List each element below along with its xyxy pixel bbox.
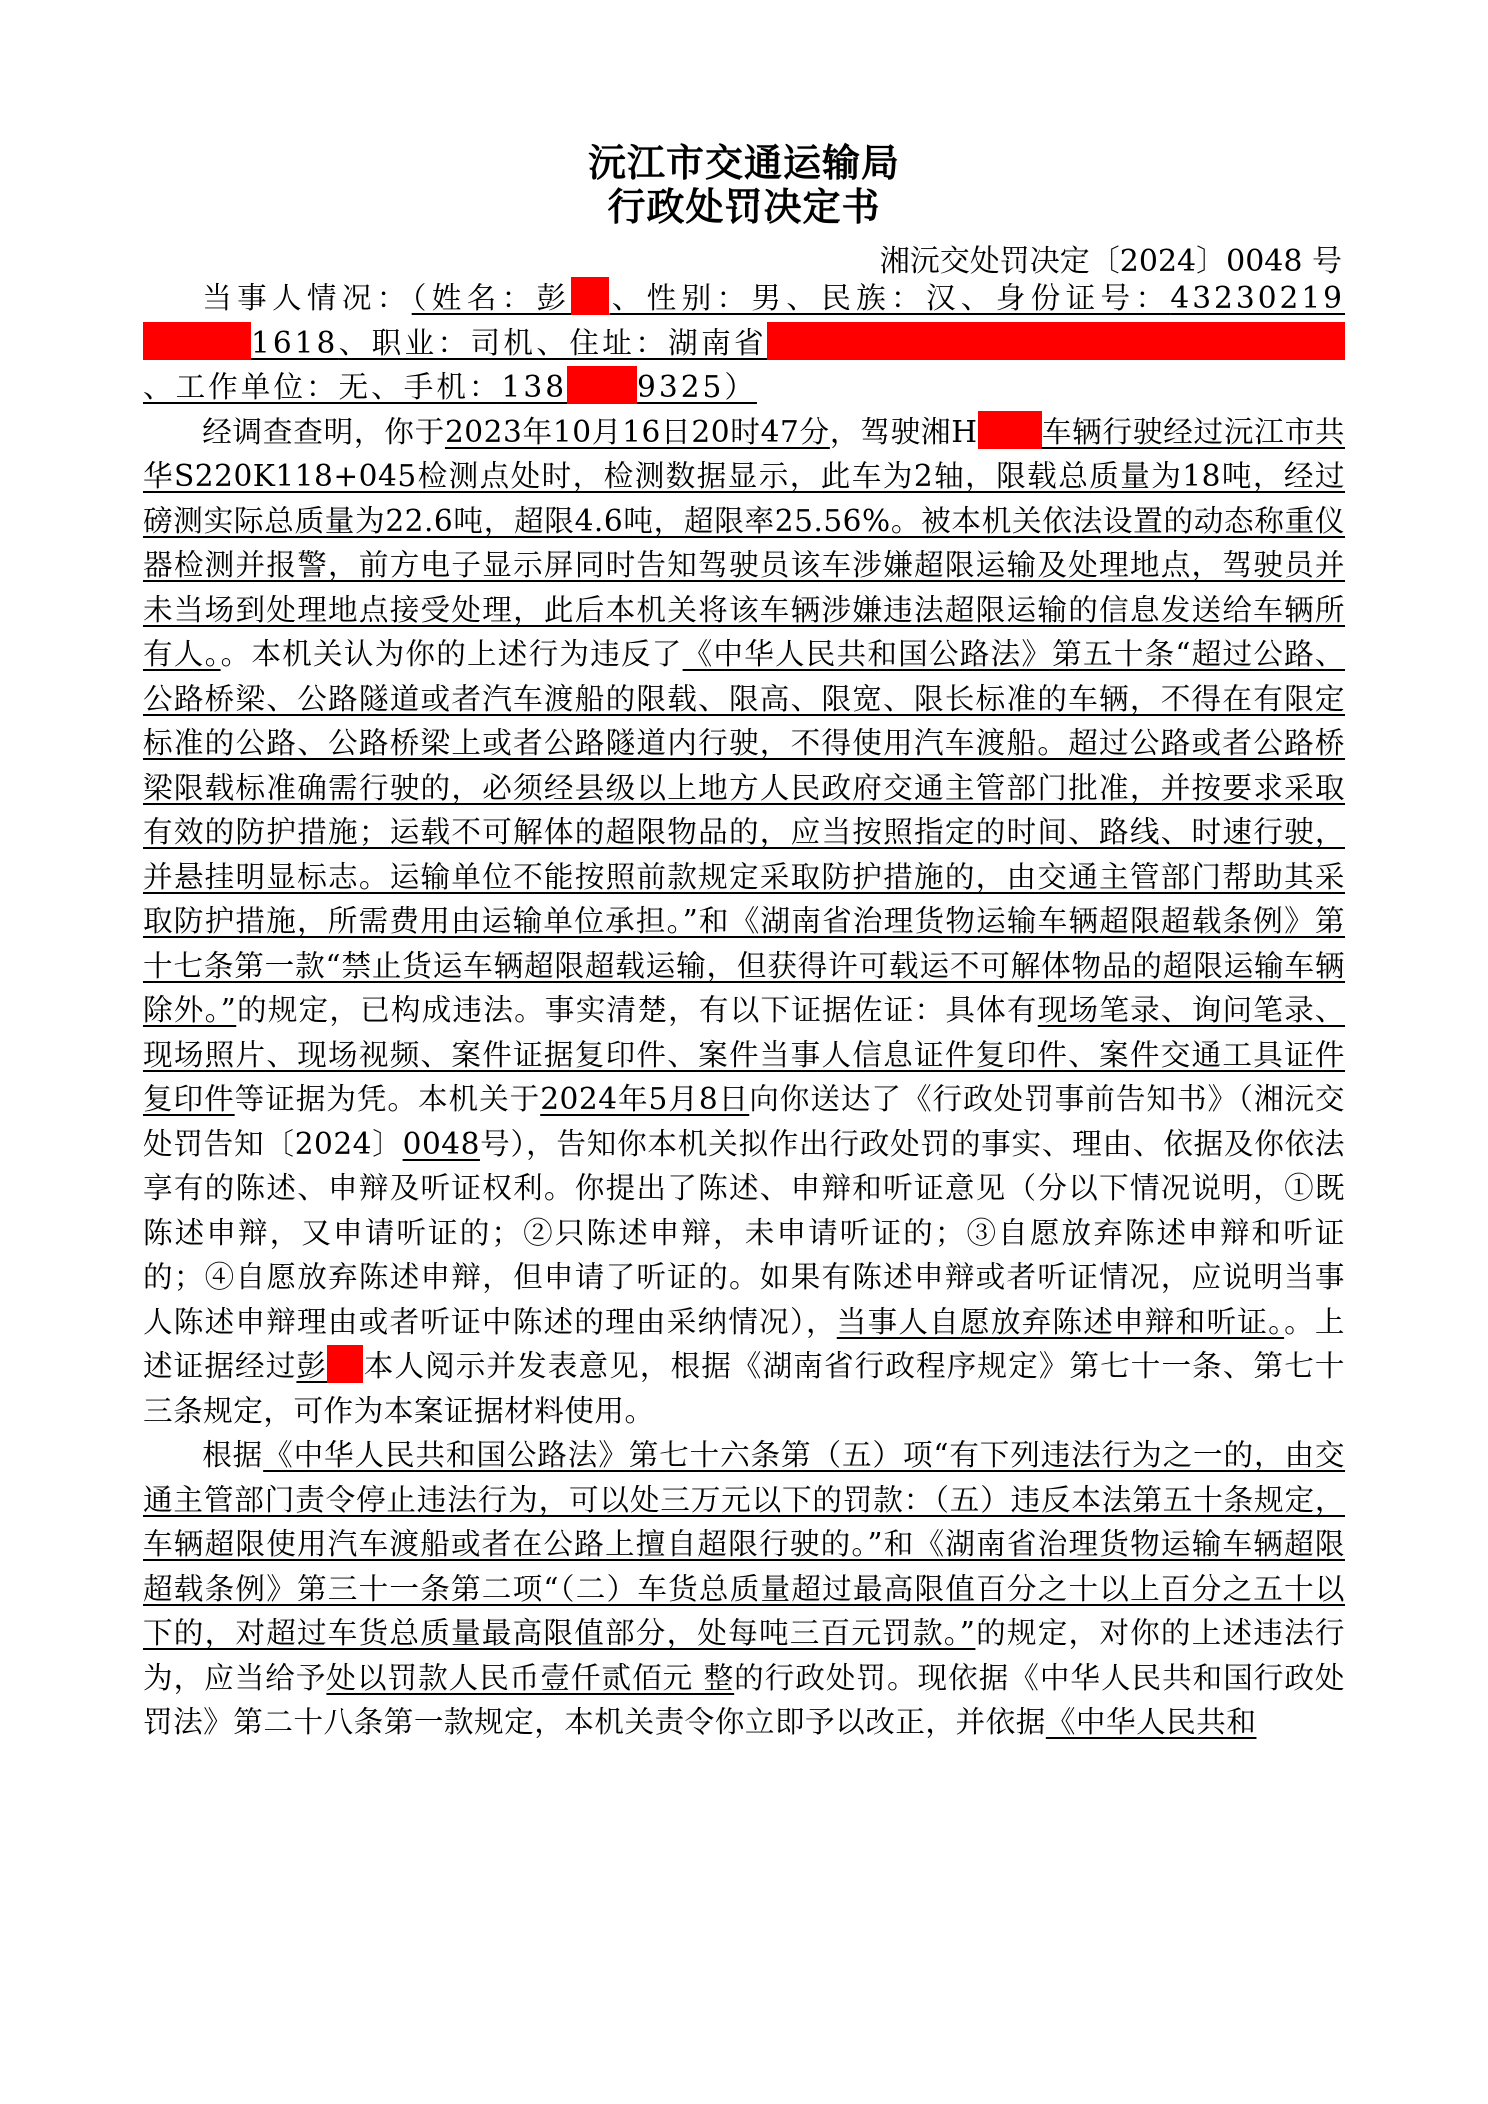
law-reference-start: 《中华人民共和 (1045, 1705, 1257, 1739)
notice-date: 2024年5月8日 (540, 1082, 750, 1116)
party-label: 当事人情况： (202, 281, 412, 315)
party-details: （姓名：彭 、性别：男、民族：汉、身份证号：432302191618、职业：司机、住址：湖南省、工作单位：无、手机：138 9325） (143, 281, 1345, 404)
penalty-paragraph: 根据《中华人民共和国公路法》第七十六条第（五）项“有下列违法行为之一的，由交通主管部门责令停止违法行为，可以处三万元以下的罚款：（五）违反本法第五十条规定，车辆超限使用汽车渡船或者在公路上擅自超限行驶的。”和《湖南省治理货物运输车辆超限超载条例》第三十一条第二项“（二）车货总质量超过最高限值百分之十以上百分之五十以下的，对超过车货总质量最高限值部分，处每吨三百元罚款。”的规定，对你的上述违法行为，应当给予处以罚款人民币壹仟贰佰元 整的行政处罚。现依据《中华人民共和国行政处罚法》第二十八条第一款规定，本机关责令你立即予以改正，并依据《中华人民共和 (143, 1438, 1346, 1739)
redaction-address-2 (1197, 322, 1345, 360)
redaction-plate (978, 411, 1042, 449)
document-number: 湘沅交处罚决定〔2024〕0048 号 (879, 244, 1342, 279)
redaction-phone (567, 366, 637, 404)
waiver-statement: 当事人自愿放弃陈述申辩和听证。 (836, 1304, 1285, 1339)
violated-law: 《中华人民共和国公路法》第五十条“超过公路、公路桥梁、公路隧道或者汽车渡船的限载、限高、限宽、限长标准的车辆，不得在有限定标准的公路、公路桥梁上或者公路隧道内行驶，不得使用汽车渡船。超过公路或者公路桥梁限载标准确需行驶的，必须经县级以上地方人民政府交通主管部门批准，并按要求采取有效的防护措施；运载不可解体的超限物品的，应当按照指定的时间、路线、时速行驶，并悬挂明显标志。运输单位不能按照前款规定采取防护措施的，由交通主管部门帮助其采取防护措施，所需费用由运输单位承担。”和《湖南省治理货物运输车辆超限超载条例》第十七条第一款“禁止货运车辆超限超载运输，但获得许可载运不可解体物品的超限运输车辆除外。” (143, 637, 1345, 1027)
org-title: 沅江市交通运输局 (587, 140, 900, 185)
document-body (143, 276, 1345, 1745)
notice-number: 0048 (402, 1126, 480, 1161)
document-title: 行政处罚决定书 (607, 184, 881, 229)
redaction-address-1 (767, 322, 1197, 360)
redaction-reviewer (327, 1345, 363, 1383)
penalty-law: 《中华人民共和国公路法》第七十六条第（五）项“有下列违法行为之一的，由交通主管部门责令停止违法行为，可以处三万元以下的罚款：（五）违反本法第五十条规定，车辆超限使用汽车渡船或者在公路上擅自超限行驶的。”和《湖南省治理货物运输车辆超限超载条例》第三十一条第二项“（二）车货总质量超过最高限值百分之十以上百分之五十以下的，对超过车货总质量最高限值部分，处每吨三百元罚款。” (143, 1438, 1345, 1650)
evidence-list: 现场笔录、询问笔录、现场照片、现场视频、案件证据复印件、案件当事人信息证件复印件、案件交通工具证件复印件 (143, 993, 1346, 1116)
penalty-amount: 处以罚款人民币壹仟贰佰元 整 (326, 1660, 735, 1695)
incident-time: 2023年10月16日20时47分 (444, 414, 830, 449)
facts-paragraph: 经调查查明，你于2023年10月16日20时47分，驾驶湘H 车辆行驶经过沅江市共华S220K118+045检测点处时，检测数据显示，此车为2轴，限载总质量为18吨，经过磅测实际总质量为22.6吨，超限4.6吨，超限率25.56%。被本机关依法设置的动态称重仪器检测并报警，前方电子显示屏同时告知驾驶员该车涉嫌超限运输及处理地点，驾驶员并未当场到处理地点接受处理，此后本机关将该车辆涉嫌违法超限运输的信息发送给车辆所有人。。本机关认为你的上述行为违反了《中华人民共和国公路法》第五十条“超过公路、公路桥梁、公路隧道或者汽车渡船的限载、限高、限宽、限长标准的车辆，不得在有限定标准的公路、公路桥梁上或者公路隧道内行驶，不得使用汽车渡船。超过公路或者公路桥梁限载标准确需行驶的，必须经县级以上地方人民政府交通主管部门批准，并按要求采取有效的防护措施；运载不可解体的超限物品的，应当按照指定的时间、路线、时速行驶，并悬挂明显标志。运输单位不能按照前款规定采取防护措施的，由交通主管部门帮助其采取防护措施，所需费用由运输单位承担。”和《湖南省治理货物运输车辆超限超载条例》第十七条第一款“禁止货运车辆超限超载运输，但获得许可载运不可解体物品的超限运输车辆除外。”的规定，已构成违法。事实清楚，有以下证据佐证：具体有现场笔录、询问笔录、现场照片、现场视频、案件证据复印件、案件当事人信息证件复印件、案件交通工具证件复印件等证据为凭。本机关于2024年5月8日向你送达了《行政处罚事前告知书》（湘沅交处罚告知〔2024〕0048号），告知你本机关拟作出行政处罚的事实、理由、依据及你依法享有的陈述、申辩及听证权利。你提出了陈述、申辩和听证意见（分以下情况说明，①既陈述申辩，又申请听证的；②只陈述申辩，未申请听证的；③自愿放弃陈述申辩和听证的；④自愿放弃陈述申辩，但申请了听证的。如果有陈述申辩或者听证情况，应说明当事人陈述申辩理由或者听证中陈述的理由采纳情况），当事人自愿放弃陈述申辩和听证。。上述证据经过彭 本人阅示并发表意见，根据《湖南省行政程序规定》第七十一条、第七十三条规定，可作为本案证据材料使用。 (143, 410, 1345, 1434)
incident-detail: 车辆行驶经过沅江市共华S220K118+045检测点处时，检测数据显示，此车为2轴，限载总质量为18吨，经过磅测实际总质量为22.6吨，超限4.6吨，超限率25.56%。被本机关依法设置的动态称重仪器检测并报警，前方电子显示屏同时告知驾驶员该车涉嫌超限运输及处理地点，驾驶员并未当场到处理地点接受处理，此后本机关将该车辆涉嫌违法超限运输的信息发送给车辆所有人。 (143, 414, 1346, 671)
redaction-name (571, 277, 609, 315)
reviewer-name: 彭 (296, 1349, 363, 1383)
redaction-id (143, 322, 251, 360)
party-paragraph (143, 276, 1345, 410)
